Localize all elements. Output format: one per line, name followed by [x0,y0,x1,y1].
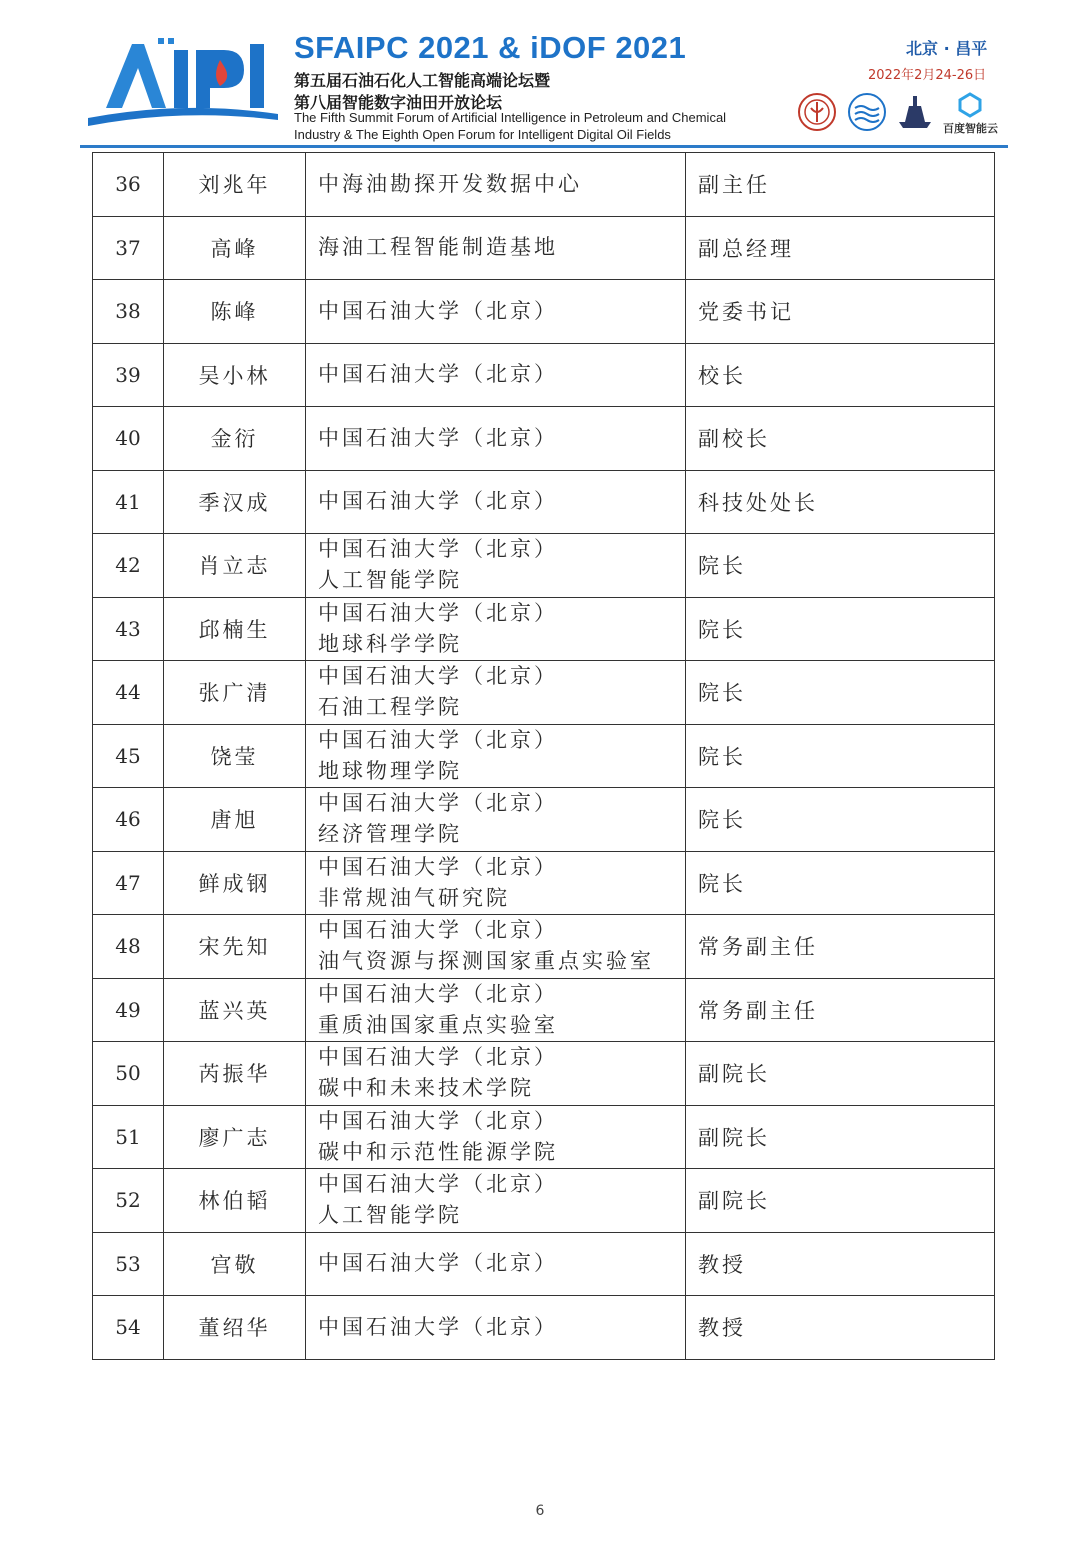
baidu-cloud-icon [955,92,985,118]
row-number: 38 [93,280,164,344]
sponsor-label: 百度智能云 [943,122,998,135]
person-name: 肖立志 [164,534,306,598]
job-title: 教授 [686,1232,995,1296]
page-header [0,0,1080,150]
organization-line: 中国石油大学（北京） [318,664,558,689]
organization-line: 重质油国家重点实验室 [318,1012,558,1037]
job-title: 教授 [686,1296,995,1360]
organization [306,1296,686,1360]
table-row [93,534,995,598]
organization-line: 非常规油气研究院 [318,885,510,910]
organization-line: 中国石油大学（北京） [318,600,558,625]
job-title: 副院长 [686,1169,995,1233]
job-title: 院长 [686,724,995,788]
organization [306,851,686,915]
attendee-table-body [93,153,995,1360]
person-name: 陈峰 [164,280,306,344]
organization [306,280,686,344]
row-number: 39 [93,343,164,407]
job-title: 科技处处长 [686,470,995,534]
table-row [93,1042,995,1106]
conference-subtitle-line1: The Fifth Summit Forum of Artificial Intelligence in Petroleum and Chemical [294,110,727,125]
row-number: 40 [93,407,164,471]
organization-line: 中国石油大学（北京） [318,854,558,879]
event-location: 北京 · 昌平 [906,39,988,58]
table-row [93,216,995,280]
sponsor-platform-icon [895,92,935,132]
organization-line: 中国石油大学（北京） [318,1314,558,1339]
person-name: 刘兆年 [164,153,306,217]
conference-title-cn-line2: 第八届智能数字油田开放论坛 [294,93,503,112]
table-row [93,978,995,1042]
event-date: 2022年2月24-26日 [868,68,987,83]
organization-line: 人工智能学院 [318,1203,462,1228]
row-number: 43 [93,597,164,661]
table-row [93,1232,995,1296]
organization [306,788,686,852]
row-number: 54 [93,1296,164,1360]
person-name: 季汉成 [164,470,306,534]
organization [306,407,686,471]
organization-line: 中国石油大学（北京） [318,1251,558,1276]
person-name: 芮振华 [164,1042,306,1106]
person-name: 饶莹 [164,724,306,788]
conference-title-cn-line1: 第五届石油石化人工智能高端论坛暨 [294,71,551,90]
row-number: 50 [93,1042,164,1106]
row-number: 48 [93,915,164,979]
organization [306,1042,686,1106]
organization [306,597,686,661]
organization [306,470,686,534]
table-row [93,343,995,407]
job-title: 副院长 [686,1042,995,1106]
organization-line: 中国石油大学（北京） [318,489,558,514]
job-title: 党委书记 [686,280,995,344]
person-name: 高峰 [164,216,306,280]
organization [306,661,686,725]
header-divider [80,145,1008,148]
organization [306,1169,686,1233]
organization-line: 中国石油大学（北京） [318,1045,558,1070]
person-name: 蓝兴英 [164,978,306,1042]
row-number: 52 [93,1169,164,1233]
organization-line: 经济管理学院 [318,822,462,847]
sponsor-wave-icon [847,92,887,132]
table-row [93,661,995,725]
table-row [93,470,995,534]
attendee-table [92,152,995,1360]
organization-line: 地球物理学院 [318,758,462,783]
organization-line: 中国石油大学（北京） [318,727,558,752]
table-row [93,1169,995,1233]
person-name: 廖广志 [164,1105,306,1169]
organization-line: 石油工程学院 [318,695,462,720]
table-row [93,1296,995,1360]
row-number: 45 [93,724,164,788]
person-name: 鲜成钢 [164,851,306,915]
job-title: 常务副主任 [686,915,995,979]
person-name: 邱楠生 [164,597,306,661]
job-title: 院长 [686,851,995,915]
table-row [93,407,995,471]
organization-line: 地球科学学院 [318,631,462,656]
conference-title: SFAIPC 2021 & iDOF 2021 [294,30,687,65]
row-number: 44 [93,661,164,725]
person-name: 金衍 [164,407,306,471]
person-name: 林伯韬 [164,1169,306,1233]
table-row [93,153,995,217]
job-title: 副校长 [686,407,995,471]
table-row [93,915,995,979]
organization-line: 中国石油大学（北京） [318,537,558,562]
organization [306,216,686,280]
organization-line: 中国石油大学（北京） [318,362,558,387]
organization-line: 中国石油大学（北京） [318,918,558,943]
job-title: 副院长 [686,1105,995,1169]
person-name: 宫敬 [164,1232,306,1296]
organization [306,724,686,788]
table-row [93,597,995,661]
organization-line: 碳中和示范性能源学院 [318,1139,558,1164]
sponsor-seal-icon [797,92,837,132]
organization-line: 中国石油大学（北京） [318,298,558,323]
organization-line: 海油工程智能制造基地 [318,235,558,260]
organization-line: 中国石油大学（北京） [318,791,558,816]
job-title: 常务副主任 [686,978,995,1042]
table-row [93,280,995,344]
organization [306,915,686,979]
organization-line: 中国石油大学（北京） [318,1108,558,1133]
organization [306,153,686,217]
organization [306,343,686,407]
organization [306,534,686,598]
job-title: 副总经理 [686,216,995,280]
table-row [93,851,995,915]
organization [306,1105,686,1169]
row-number: 49 [93,978,164,1042]
person-name: 唐旭 [164,788,306,852]
person-name: 吴小林 [164,343,306,407]
row-number: 51 [93,1105,164,1169]
job-title: 校长 [686,343,995,407]
organization-line: 人工智能学院 [318,568,462,593]
person-name: 宋先知 [164,915,306,979]
conference-subtitle-line2: Industry & The Eighth Open Forum for Intelligent Digital Oil Fields [294,127,671,142]
row-number: 41 [93,470,164,534]
person-name: 张广清 [164,661,306,725]
organization [306,1232,686,1296]
organization-line: 中海油勘探开发数据中心 [318,171,582,196]
row-number: 42 [93,534,164,598]
organization-line: 中国石油大学（北京） [318,425,558,450]
organization-line: 中国石油大学（北京） [318,1172,558,1197]
table-row [93,1105,995,1169]
job-title: 院长 [686,661,995,725]
job-title: 院长 [686,597,995,661]
row-number: 46 [93,788,164,852]
row-number: 47 [93,851,164,915]
organization-line: 中国石油大学（北京） [318,981,558,1006]
job-title: 院长 [686,788,995,852]
table-row [93,788,995,852]
row-number: 36 [93,153,164,217]
aipi-logo [88,30,278,126]
organization-line: 碳中和未来技术学院 [318,1076,534,1101]
row-number: 53 [93,1232,164,1296]
person-name: 董绍华 [164,1296,306,1360]
page-number: 6 [535,1503,545,1519]
job-title: 院长 [686,534,995,598]
organization [306,978,686,1042]
row-number: 37 [93,216,164,280]
table-row [93,724,995,788]
organization-line: 油气资源与探测国家重点实验室 [318,949,654,974]
job-title: 副主任 [686,153,995,217]
